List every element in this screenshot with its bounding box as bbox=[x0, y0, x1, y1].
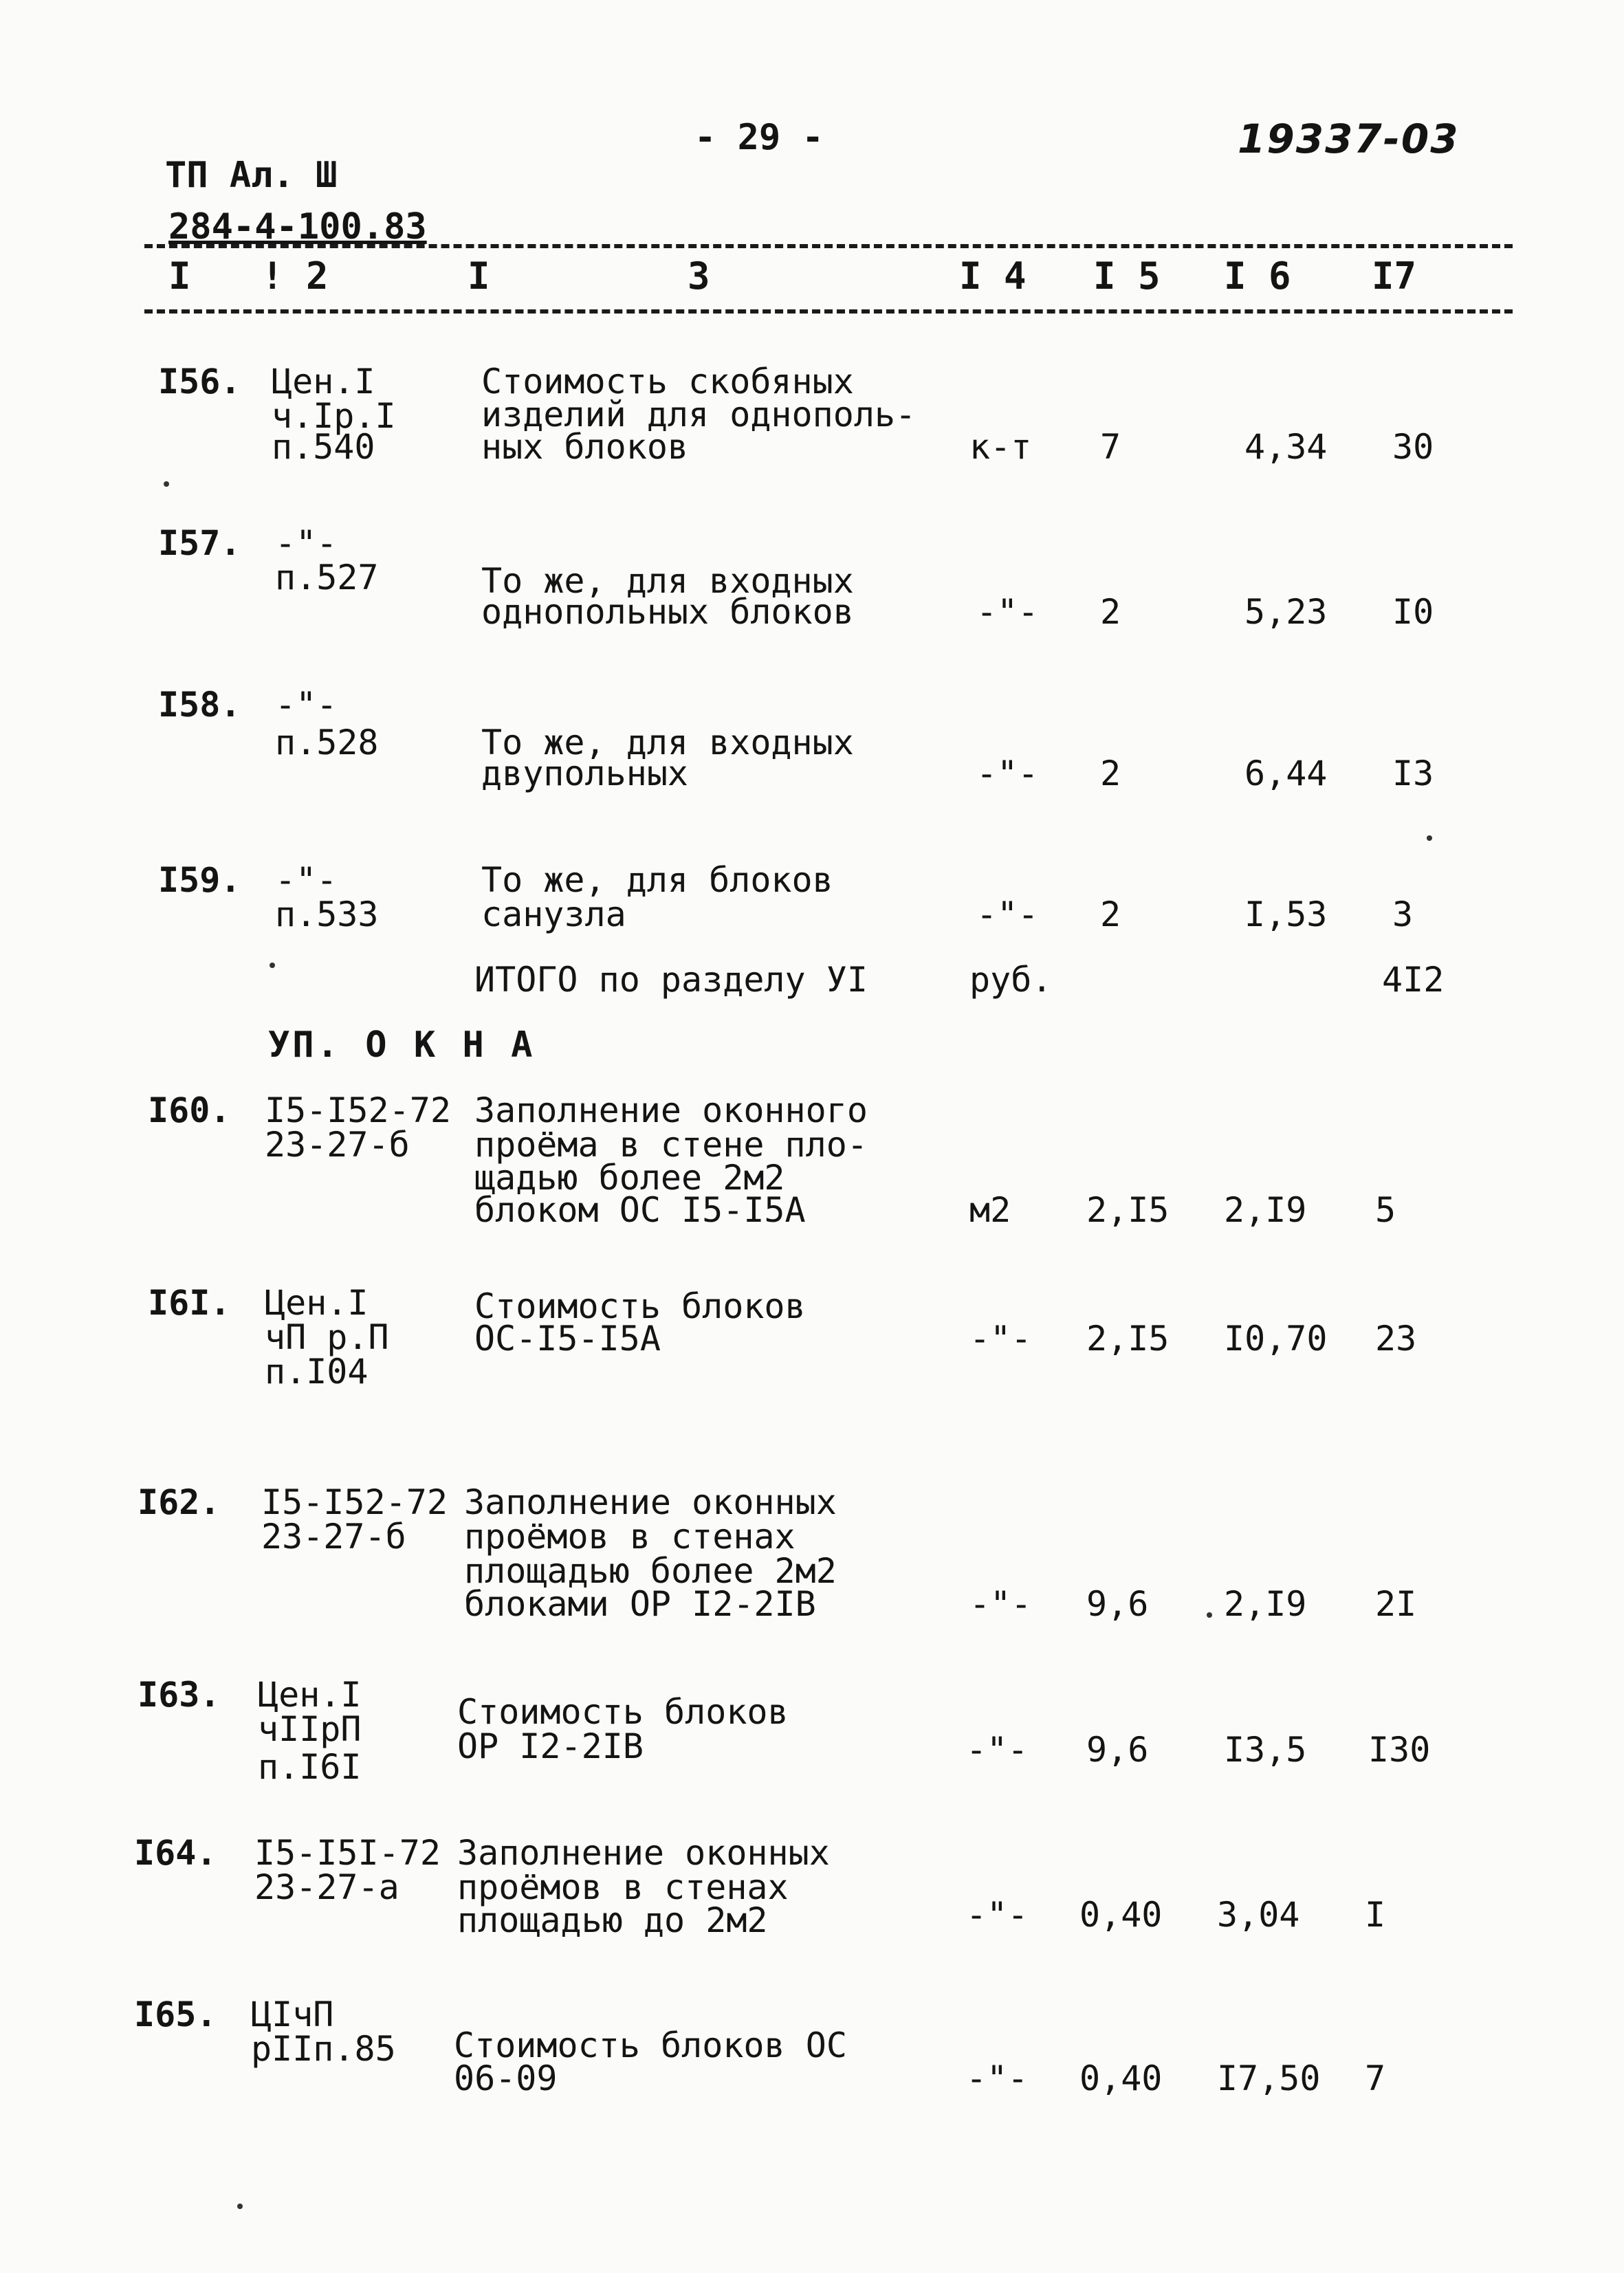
row-number: I65. bbox=[134, 1995, 217, 2034]
row-total: 7 bbox=[1365, 2058, 1386, 2098]
page-number: - 29 - bbox=[694, 117, 824, 158]
row-description-line: проёмов в стенах bbox=[457, 1867, 789, 1907]
row-description-line: Стоимость блоков bbox=[474, 1286, 806, 1326]
row-description-line: Заполнение оконных bbox=[457, 1833, 830, 1873]
row-unit: -"- bbox=[976, 894, 1039, 934]
row-total: I bbox=[1365, 1895, 1386, 1935]
row-quantity: 9,6 bbox=[1086, 1730, 1149, 1770]
row-quantity: 2,I5 bbox=[1086, 1319, 1170, 1359]
row-number: I63. bbox=[138, 1675, 221, 1715]
row-total: I3 bbox=[1392, 754, 1434, 793]
scan-speck bbox=[237, 2204, 243, 2209]
row-description-line: проёмов в стенах bbox=[464, 1517, 795, 1557]
row-number: I62. bbox=[138, 1482, 221, 1522]
row-description-line: Заполнение оконного bbox=[474, 1090, 868, 1130]
row-total: 5 bbox=[1375, 1190, 1396, 1230]
row-reference-line: -"- bbox=[275, 860, 338, 900]
row-reference-line: I5-I52-72 bbox=[261, 1482, 448, 1522]
row-quantity: 2 bbox=[1100, 592, 1121, 632]
row-description-line: щадью более 2м2 bbox=[474, 1158, 785, 1198]
col-header-4: I 4 bbox=[959, 254, 1027, 298]
row-number: I56. bbox=[158, 362, 241, 402]
row-description-line: проёма в стене пло- bbox=[474, 1125, 868, 1165]
row-description-line: блоком ОС I5-I5А bbox=[474, 1190, 806, 1230]
row-reference-line: п.528 bbox=[275, 723, 379, 762]
row-unit: к-т bbox=[969, 427, 1032, 467]
row-quantity: 2 bbox=[1100, 894, 1121, 934]
row-total: 3 bbox=[1392, 894, 1414, 934]
row-description-line: блоками ОР I2-2IВ bbox=[464, 1584, 816, 1624]
row-quantity: 2 bbox=[1100, 754, 1121, 793]
row-description-line: ОР I2-2IВ bbox=[457, 1726, 644, 1766]
row-unit: -"- bbox=[966, 1730, 1029, 1770]
row-quantity: 0,40 bbox=[1079, 2058, 1163, 2098]
row-reference-line: рIIп.85 bbox=[251, 2029, 396, 2069]
row-number: I59. bbox=[158, 860, 241, 900]
row-number: I6I. bbox=[148, 1283, 231, 1323]
row-reference-line: 23-27-б bbox=[261, 1517, 406, 1557]
row-reference-line: Цен.I bbox=[258, 1675, 362, 1715]
subtotal-label: ИТОГО по разделу УI bbox=[474, 960, 868, 1000]
section-title: УП. О К Н А bbox=[268, 1024, 536, 1066]
row-description-line: Стоимость блоков bbox=[457, 1692, 789, 1732]
row-quantity: 2,I5 bbox=[1086, 1190, 1170, 1230]
col-header-2: ! 2 bbox=[261, 254, 329, 298]
row-description-line: То же, для входных bbox=[481, 723, 854, 762]
row-quantity: 0,40 bbox=[1079, 1895, 1163, 1935]
row-price: I0,70 bbox=[1224, 1319, 1328, 1359]
row-quantity: 7 bbox=[1100, 427, 1121, 467]
row-total: 30 bbox=[1392, 427, 1434, 467]
row-description-line: Стоимость скобяных bbox=[481, 362, 854, 402]
row-number: I60. bbox=[148, 1090, 231, 1130]
row-quantity: 9,6 bbox=[1086, 1584, 1149, 1624]
row-number: I57. bbox=[158, 523, 241, 563]
row-description-line: То же, для блоков bbox=[481, 860, 833, 900]
row-description-line: изделий для однополь- bbox=[481, 395, 917, 435]
row-number: I64. bbox=[134, 1833, 217, 1873]
subtotal-total: 4I2 bbox=[1382, 960, 1445, 1000]
row-reference-line: 23-27-б bbox=[265, 1125, 410, 1165]
row-description-line: То же, для входных bbox=[481, 561, 854, 601]
row-reference-line: чП р.П bbox=[265, 1317, 389, 1357]
row-unit: -"- bbox=[969, 1319, 1032, 1359]
scan-speck bbox=[1207, 1612, 1212, 1618]
scan-speck bbox=[1427, 835, 1432, 841]
col-header-sep: I bbox=[468, 254, 490, 298]
row-description-line: двупольных bbox=[481, 754, 689, 793]
header-rule-top bbox=[144, 244, 1513, 248]
row-description-line: Заполнение оконных bbox=[464, 1482, 837, 1522]
album-label: ТП Ал. Ш bbox=[165, 155, 338, 196]
row-price: 2,I9 bbox=[1224, 1190, 1307, 1230]
row-reference-line: ЦIчП bbox=[251, 1995, 334, 2034]
row-unit: -"- bbox=[966, 1895, 1029, 1935]
row-reference-line: I5-I52-72 bbox=[265, 1090, 451, 1130]
row-description-line: однопольных блоков bbox=[481, 592, 854, 632]
row-unit: -"- bbox=[976, 592, 1039, 632]
row-reference-line: п.533 bbox=[275, 894, 379, 934]
row-total: 2I bbox=[1375, 1584, 1417, 1624]
row-price: 6,44 bbox=[1244, 754, 1328, 793]
col-header-6: I 6 bbox=[1224, 254, 1291, 298]
row-price: I7,50 bbox=[1217, 2058, 1321, 2098]
row-number: I58. bbox=[158, 685, 241, 725]
row-price: 4,34 bbox=[1244, 427, 1328, 467]
row-reference-line: п.527 bbox=[275, 558, 379, 597]
row-reference-line: п.I04 bbox=[265, 1352, 369, 1392]
row-reference-line: п.I6I bbox=[258, 1747, 362, 1787]
row-reference-line: -"- bbox=[275, 685, 338, 725]
row-reference-line: I5-I5I-72 bbox=[254, 1833, 441, 1873]
scan-speck bbox=[164, 481, 169, 487]
col-header-3: 3 bbox=[688, 254, 710, 298]
row-reference-line: ч.Iр.I bbox=[272, 396, 396, 436]
row-total: I30 bbox=[1368, 1730, 1431, 1770]
col-header-7: I7 bbox=[1372, 254, 1417, 298]
row-reference-line: чIIрП bbox=[258, 1709, 362, 1749]
row-price: 2,I9 bbox=[1224, 1584, 1307, 1624]
row-reference-line: 23-27-а bbox=[254, 1867, 399, 1907]
col-header-1: I bbox=[168, 254, 191, 298]
project-code: 284-4-100.83 bbox=[168, 206, 427, 248]
scan-speck bbox=[270, 963, 275, 968]
row-reference-line: п.540 bbox=[272, 427, 375, 467]
row-reference-line: -"- bbox=[275, 523, 338, 563]
row-reference-line: Цен.I bbox=[272, 362, 375, 402]
row-reference-line: Цен.I bbox=[265, 1283, 369, 1323]
row-price: 3,04 bbox=[1217, 1895, 1300, 1935]
row-unit: -"- bbox=[966, 2058, 1029, 2098]
row-description-line: санузла bbox=[481, 894, 626, 934]
col-header-5: I 5 bbox=[1093, 254, 1161, 298]
row-description-line: ОС-I5-I5А bbox=[474, 1319, 661, 1359]
row-price: 5,23 bbox=[1244, 592, 1328, 632]
document-id: 19337-03 bbox=[1238, 116, 1460, 162]
row-unit: -"- bbox=[976, 754, 1039, 793]
row-total: I0 bbox=[1392, 592, 1434, 632]
header-rule-bottom bbox=[144, 309, 1513, 314]
subtotal-unit: руб. bbox=[969, 960, 1053, 1000]
row-unit: м2 bbox=[969, 1190, 1011, 1230]
row-price: I,53 bbox=[1244, 894, 1328, 934]
row-description-line: площадью более 2м2 bbox=[464, 1551, 837, 1591]
row-unit: -"- bbox=[969, 1584, 1032, 1624]
row-description-line: 06-09 bbox=[454, 2058, 558, 2098]
row-price: I3,5 bbox=[1224, 1730, 1307, 1770]
row-total: 23 bbox=[1375, 1319, 1417, 1359]
row-description-line: ных блоков bbox=[481, 427, 689, 467]
row-description-line: Стоимость блоков ОС bbox=[454, 2025, 847, 2065]
row-description-line: площадью до 2м2 bbox=[457, 1900, 768, 1940]
